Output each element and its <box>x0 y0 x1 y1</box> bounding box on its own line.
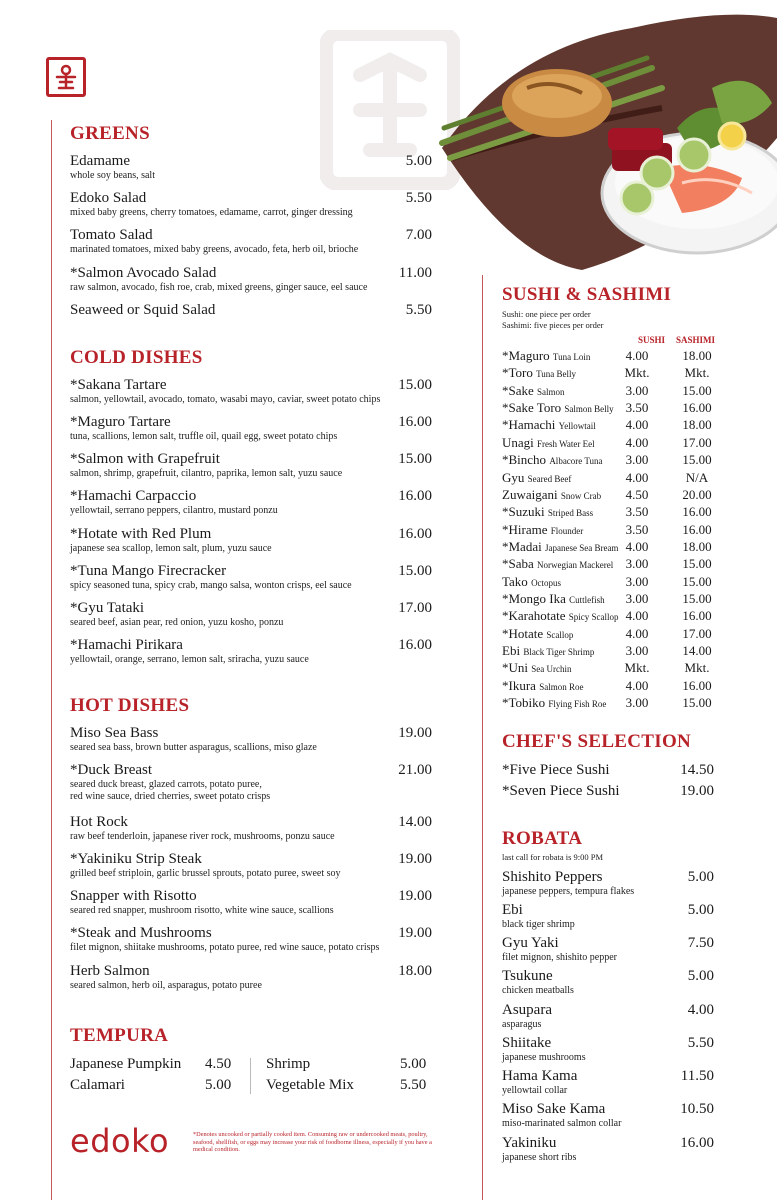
sushi-item-japanese-name: *Bincho <box>502 452 547 468</box>
sushi-row <box>502 539 732 556</box>
sashimi-price: 20.00 <box>682 486 712 502</box>
menu-item-price: 15.00 <box>398 377 432 393</box>
menu-item <box>502 1068 714 1097</box>
menu-item <box>70 725 432 754</box>
sushi-item-name <box>502 435 595 451</box>
menu-item-price: 15.00 <box>398 451 432 467</box>
menu-item-price: 5.00 <box>687 968 714 984</box>
menu-item-name: *Salmon with Grapefruit <box>70 451 220 467</box>
sushi-row <box>502 470 732 487</box>
sushi-column-header: SUSHI <box>638 335 666 345</box>
menu-item <box>70 488 432 517</box>
sushi-item-name <box>502 452 603 468</box>
menu-item-name: Snapper with Risotto <box>70 888 197 904</box>
menu-item-price: 5.50 <box>405 302 432 318</box>
menu-item-description: asparagus <box>502 1019 542 1030</box>
menu-item-description: seared duck breast, glazed carrots, potato puree, <box>70 779 262 790</box>
menu-item <box>70 190 432 219</box>
sushi-item-name <box>502 695 606 711</box>
logo-icon <box>46 57 86 97</box>
menu-item-price: 16.00 <box>398 637 432 653</box>
sushi-item-japanese-name: *Maguro <box>502 348 550 363</box>
menu-item-name: *Five Piece Sushi <box>502 762 610 778</box>
sushi-item-japanese-name: Gyu <box>502 469 525 485</box>
menu-item-name: *Hamachi Pirikara <box>70 637 183 653</box>
menu-item-price: 5.00 <box>687 902 714 918</box>
sushi-row <box>502 417 732 434</box>
menu-item-price: 19.00 <box>398 725 432 741</box>
sashimi-price: 18.00 <box>682 538 712 554</box>
menu-item-price: 5.50 <box>405 190 432 206</box>
middle-column-rule <box>482 275 483 1200</box>
sashimi-price: 16.00 <box>682 400 712 416</box>
sushi-item-name <box>502 539 618 555</box>
sushi-item-japanese-name: *Hotate <box>502 625 544 641</box>
menu-item-price: 14.00 <box>398 814 432 830</box>
sushi-price: 3.00 <box>625 573 649 589</box>
menu-item <box>70 814 432 843</box>
menu-item-name: *Maguro Tartare <box>70 414 171 430</box>
sushi-item-english-name: Octopus <box>531 577 562 588</box>
sushi-item-name <box>502 626 573 642</box>
menu-item <box>70 227 432 256</box>
menu-item <box>502 869 714 898</box>
sushi-row <box>502 452 732 469</box>
sashimi-price: N/A <box>685 469 709 485</box>
sushi-item-japanese-name: *Toro <box>502 365 533 381</box>
menu-item-name: Ebi <box>502 902 523 918</box>
menu-item-description: red wine sauce, dried cherries, sweet potato crisps <box>70 791 271 802</box>
menu-item-price: 14.50 <box>680 762 714 778</box>
sashimi-price: 18.00 <box>682 417 712 433</box>
sushi-price: Mkt. <box>624 660 650 676</box>
sushi-price: 3.00 <box>625 382 649 398</box>
menu-item <box>70 762 432 803</box>
sushi-row <box>502 626 732 643</box>
sashimi-price: 15.00 <box>682 452 712 468</box>
sashimi-price: 17.00 <box>682 625 712 641</box>
sushi-item-japanese-name: *Ikura <box>502 677 536 693</box>
menu-item-description: chicken meatballs <box>502 985 574 996</box>
sashimi-price: 15.00 <box>682 695 712 710</box>
sushi-row <box>502 400 732 417</box>
menu-item-name: *Duck Breast <box>70 762 153 778</box>
sushi-row <box>502 643 732 660</box>
menu-item-name: Miso Sea Bass <box>70 725 159 741</box>
brand-logo: edoko <box>70 1122 170 1160</box>
menu-item-name: Calamari <box>70 1077 125 1093</box>
sashimi-price: 16.00 <box>682 504 712 520</box>
menu-item-name: *Hotate with Red Plum <box>70 526 212 542</box>
sashimi-price: 17.00 <box>682 434 712 450</box>
sushi-item-japanese-name: Unagi <box>502 434 534 450</box>
menu-item-name: Vegetable Mix <box>266 1077 354 1093</box>
sushi-item-name <box>502 608 619 624</box>
menu-item <box>70 563 432 592</box>
sushi-item-english-name: Flying Fish Roe <box>548 699 607 709</box>
menu-item <box>70 925 432 954</box>
sashimi-note: Sashimi: five pieces per order <box>502 320 604 330</box>
menu-item-description: salmon, shrimp, grapefruit, cilantro, paprika, lemon salt, yuzu sauce <box>70 468 343 479</box>
menu-item-name: Edamame <box>70 153 130 169</box>
sushi-item-name <box>502 660 572 676</box>
menu-item-name: Miso Sake Kama <box>502 1101 606 1117</box>
sushi-item-english-name: Norwegian Mackerel <box>537 560 614 571</box>
menu-item-description: yellowtail, serrano peppers, cilantro, mustard ponzu <box>70 505 278 516</box>
greens-title: GREENS <box>70 123 150 144</box>
sushi-item-english-name: Black Tiger Shrimp <box>523 647 595 657</box>
sushi-price: 4.50 <box>625 486 649 502</box>
sushi-item-english-name: Yellowtail <box>558 421 596 432</box>
menu-item-price: 19.00 <box>398 851 432 867</box>
menu-item-price: 4.50 <box>205 1056 232 1072</box>
sushi-item-japanese-name: Tako <box>502 573 528 589</box>
sushi-item-name <box>502 522 583 538</box>
menu-item-name: Tsukune <box>502 968 553 984</box>
sushi-item-english-name: Striped Bass <box>547 508 594 519</box>
menu-item-price: 7.50 <box>687 935 714 951</box>
sushi-item-english-name: Fresh Water Eel <box>537 438 595 449</box>
menu-item-name: *Gyu Tataki <box>70 600 145 616</box>
sushi-price: 3.00 <box>625 643 649 658</box>
robata-note: last call for robata is 9:00 PM <box>502 852 604 862</box>
menu-item-price: 16.00 <box>398 488 432 504</box>
sushi-item-name <box>502 487 601 503</box>
menu-item <box>502 762 714 779</box>
sushi-row <box>502 383 732 400</box>
menu-item-description: raw beef tenderloin, japanese river rock, mushrooms, ponzu sauce <box>70 831 335 842</box>
menu-item-name: Tomato Salad <box>70 227 153 243</box>
menu-item <box>502 1135 714 1164</box>
sashimi-price: Mkt. <box>684 660 710 676</box>
menu-item-name: Herb Salmon <box>70 963 150 979</box>
sushi-row <box>502 504 732 521</box>
sushi-item-japanese-name: *Hamachi <box>502 417 556 433</box>
sushi-price: 3.00 <box>625 695 649 710</box>
menu-item-description: spicy seasoned tuna, spicy crab, mango salsa, wonton crisps, eel sauce <box>70 580 352 591</box>
menu-item-name: Hot Rock <box>70 814 128 830</box>
sushi-price: 3.50 <box>625 504 649 520</box>
menu-item <box>70 851 432 880</box>
sushi-item-japanese-name: *Sake Toro <box>502 400 562 416</box>
menu-item-description: filet mignon, shiitake mushrooms, potato puree, red wine sauce, potato crisps <box>70 942 380 953</box>
menu-item-description: japanese short ribs <box>502 1152 577 1163</box>
sushi-row <box>502 522 732 539</box>
menu-item-price: 11.50 <box>680 1068 714 1084</box>
menu-item <box>502 935 714 964</box>
sushi-item-japanese-name: *Hirame <box>502 521 548 537</box>
sushi-row <box>502 365 732 382</box>
menu-item-description: mixed baby greens, cherry tomatoes, edamame, carrot, ginger dressing <box>70 207 353 218</box>
sushi-item-japanese-name: Ebi <box>502 643 521 658</box>
sashimi-price: 15.00 <box>682 573 712 589</box>
menu-item <box>70 600 432 629</box>
menu-item-description: filet mignon, shishito pepper <box>502 952 617 963</box>
sushi-item-japanese-name: *Karahotate <box>502 608 566 624</box>
left-column-rule <box>51 120 52 1200</box>
sushi-item-name <box>502 591 605 607</box>
menu-item-description: grilled beef striploin, garlic brussel sprouts, potato puree, sweet soy <box>70 868 341 879</box>
menu-item-name: Shiitake <box>502 1035 552 1051</box>
menu-item <box>502 1002 714 1031</box>
menu-item-description: miso-marinated salmon collar <box>502 1118 622 1129</box>
sashimi-price: Mkt. <box>684 365 710 381</box>
sushi-item-english-name: Sea Urchin <box>531 664 572 675</box>
menu-item-description: seared beef, asian pear, red onion, yuzu kosho, ponzu <box>70 617 284 628</box>
sushi-price: 4.00 <box>625 625 649 641</box>
disclaimer-text: *Denotes uncooked or partially cooked item. Consuming raw or undercooked meats, poultry, seafood, shellfish, or eggs may increase your risk of foodborne illness, especially if you have a medical condition. <box>193 1131 432 1153</box>
sushi-row <box>502 556 732 573</box>
menu-item <box>70 963 432 992</box>
menu-item <box>70 414 432 443</box>
sushi-price: 3.00 <box>625 590 649 606</box>
menu-item-price: 15.00 <box>398 563 432 579</box>
menu-item-price: 21.00 <box>398 762 432 778</box>
menu-item-price: 5.00 <box>405 153 432 169</box>
menu-item-name: *Salmon Avocado Salad <box>70 265 217 281</box>
menu-item-price: 16.00 <box>398 414 432 430</box>
sushi-item-english-name: Tuna Belly <box>536 369 577 380</box>
sushi-item-english-name: Salmon Belly <box>564 404 614 415</box>
menu-item-name: *Sakana Tartare <box>70 377 167 393</box>
sushi-item-name <box>502 678 583 694</box>
menu-item-description: seared salmon, herb oil, asparagus, potato puree <box>70 980 262 991</box>
sushi-row <box>502 591 732 608</box>
sushi-item-english-name: Salmon Roe <box>539 681 584 692</box>
menu-item-name: Japanese Pumpkin <box>70 1056 182 1072</box>
menu-item <box>70 377 432 406</box>
sushi-item-japanese-name: *Tobiko <box>502 695 546 710</box>
menu-item <box>502 783 714 800</box>
menu-item-name: Shrimp <box>266 1056 311 1072</box>
sushi-item-english-name: Tuna Loin <box>552 352 591 362</box>
sushi-item-english-name: Flounder <box>550 525 584 536</box>
sushi-row <box>502 660 732 677</box>
sushi-item-english-name: Scallop <box>546 629 574 640</box>
sushi-item-name <box>502 417 596 433</box>
sushi-item-japanese-name: *Saba <box>502 556 534 572</box>
sushi-item-name <box>502 556 613 572</box>
menu-item <box>70 265 432 294</box>
sushi-row <box>502 695 732 712</box>
sushi-item-japanese-name: *Suzuki <box>502 504 545 520</box>
menu-item <box>70 888 432 917</box>
sashimi-price: 15.00 <box>682 590 712 606</box>
sushi-price: 4.00 <box>625 348 649 363</box>
menu-item <box>70 526 432 555</box>
menu-item-price: 16.00 <box>398 526 432 542</box>
sushi-row <box>502 435 732 452</box>
sushi-price: 4.00 <box>625 677 649 693</box>
sushi-item-name <box>502 365 576 381</box>
sushi-item-japanese-name: *Madai <box>502 538 542 554</box>
sashimi-price: 15.00 <box>682 382 712 398</box>
menu-item-price: 5.00 <box>687 869 714 885</box>
menu-item-description: salmon, yellowtail, avocado, tomato, wasabi mayo, caviar, sweet potato chips <box>70 394 381 405</box>
sushi-item-name <box>502 400 614 416</box>
menu-item-name: Shishito Peppers <box>502 869 603 885</box>
sushi-price: 3.00 <box>625 452 649 468</box>
sushi-item-english-name: Spicy Scallop <box>568 612 619 623</box>
food-photo <box>432 8 777 278</box>
sushi-item-japanese-name: *Uni <box>502 660 528 676</box>
menu-item-name: Asupara <box>502 1002 552 1018</box>
robata-title: ROBATA <box>502 828 583 849</box>
sushi-item-english-name: Albacore Tuna <box>549 456 603 467</box>
menu-item-name: *Tuna Mango Firecracker <box>70 563 227 579</box>
sashimi-column-header: SASHIMI <box>676 335 716 345</box>
sushi-row <box>502 678 732 695</box>
menu-item-price: 10.50 <box>680 1101 714 1117</box>
sushi-item-english-name: Japanese Sea Bream <box>544 542 619 553</box>
chefs-selection-title: CHEF'S SELECTION <box>502 731 692 752</box>
menu-item-price: 17.00 <box>398 600 432 616</box>
sashimi-price: 18.00 <box>682 348 712 363</box>
tempura-title: TEMPURA <box>70 1025 169 1046</box>
menu-item-description: seared red snapper, mushroom risotto, white wine sauce, scallions <box>70 905 334 916</box>
menu-item-description: raw salmon, avocado, fish roe, crab, mixed greens, ginger sauce, eel sauce <box>70 282 368 293</box>
sushi-item-name <box>502 574 561 590</box>
menu-item-description: yellowtail, orange, serrano, lemon salt, sriracha, yuzu sauce <box>70 654 309 665</box>
tempura-divider <box>250 1058 251 1094</box>
sushi-row <box>502 348 732 365</box>
sashimi-price: 16.00 <box>682 608 712 624</box>
menu-item-description: seared sea bass, brown butter asparagus, scallions, miso glaze <box>70 742 317 753</box>
menu-item-name: Seaweed or Squid Salad <box>70 302 216 318</box>
sushi-item-japanese-name: Zuwaigani <box>502 486 558 502</box>
menu-item-description: yellowtail collar <box>502 1085 568 1096</box>
menu-item-price: 5.00 <box>400 1056 427 1072</box>
menu-item-price: 18.00 <box>398 963 432 979</box>
menu-item <box>70 302 432 319</box>
sushi-price: 4.00 <box>625 417 649 433</box>
menu-item-name: *Seven Piece Sushi <box>502 783 620 799</box>
sushi-price: 4.00 <box>625 434 649 450</box>
menu-item-name: Hama Kama <box>502 1068 578 1084</box>
menu-item <box>70 451 432 480</box>
menu-item-name: Yakiniku <box>502 1135 557 1151</box>
menu-item-price: 7.00 <box>405 227 432 243</box>
sushi-item-name <box>502 504 593 520</box>
menu-item-price: 19.00 <box>398 925 432 941</box>
sushi-item-name <box>502 643 594 659</box>
sushi-item-japanese-name: *Mongo Ika <box>502 590 566 606</box>
menu-item-name: Edoko Salad <box>70 190 147 206</box>
sushi-item-english-name: Cuttlefish <box>569 594 605 605</box>
sushi-item-japanese-name: *Sake <box>502 382 534 398</box>
sushi-note: Sushi: one piece per order <box>502 309 591 319</box>
menu-item-description: black tiger shrimp <box>502 919 575 930</box>
menu-item-price: 19.00 <box>680 783 714 799</box>
sushi-sashimi-title: SUSHI & SASHIMI <box>502 284 672 305</box>
sushi-item-english-name: Seared Beef <box>527 473 572 484</box>
sushi-item-name <box>502 470 571 486</box>
menu-item-price: 11.00 <box>398 265 432 281</box>
sushi-item-name <box>502 348 590 364</box>
sashimi-price: 16.00 <box>682 677 712 693</box>
menu-item-price: 16.00 <box>680 1135 714 1151</box>
menu-item-price: 4.00 <box>687 1002 714 1018</box>
sashimi-price: 16.00 <box>682 521 712 537</box>
sushi-price: 3.00 <box>625 556 649 572</box>
menu-item-description: marinated tomatoes, mixed baby greens, avocado, feta, herb oil, brioche <box>70 244 359 255</box>
sushi-price: 3.50 <box>625 400 649 416</box>
menu-item-price: 5.00 <box>205 1077 232 1093</box>
sashimi-price: 14.00 <box>682 643 712 658</box>
menu-item-description: japanese peppers, tempura flakes <box>502 886 635 897</box>
menu-item-name: Gyu Yaki <box>502 935 559 951</box>
sushi-row <box>502 487 732 504</box>
menu-item-description: whole soy beans, salt <box>70 170 155 181</box>
menu-item-price: 5.50 <box>687 1035 714 1051</box>
menu-item <box>70 637 432 666</box>
cold-dishes-title: COLD DISHES <box>70 347 203 368</box>
sushi-price: 4.00 <box>625 608 649 624</box>
sushi-row <box>502 574 732 591</box>
sushi-item-english-name: Salmon <box>537 386 565 397</box>
menu-item-description: tuna, scallions, lemon salt, truffle oil, quail egg, sweet potato chips <box>70 431 338 442</box>
sushi-item-english-name: Snow Crab <box>560 490 602 501</box>
menu-item <box>502 968 714 997</box>
sushi-row <box>502 608 732 625</box>
menu-item <box>502 1035 714 1064</box>
menu-item-name: *Steak and Mushrooms <box>70 925 212 941</box>
sushi-price: 4.00 <box>625 538 649 554</box>
menu-item <box>502 1101 714 1130</box>
sushi-price: Mkt. <box>624 365 650 381</box>
sushi-price: 4.00 <box>625 469 649 485</box>
menu-item-price: 19.00 <box>398 888 432 904</box>
menu-item-description: japanese mushrooms <box>502 1052 586 1063</box>
menu-item <box>502 902 714 931</box>
sashimi-price: 15.00 <box>682 556 712 572</box>
menu-item-name: *Yakiniku Strip Steak <box>70 851 202 867</box>
menu-item-description: japanese sea scallop, lemon salt, plum, yuzu sauce <box>70 543 272 554</box>
hot-dishes-title: HOT DISHES <box>70 695 190 716</box>
menu-item-name: *Hamachi Carpaccio <box>70 488 197 504</box>
menu-item <box>70 153 432 182</box>
menu-item-price: 5.50 <box>400 1077 427 1093</box>
sushi-item-name <box>502 383 565 399</box>
sushi-price: 3.50 <box>625 521 649 537</box>
